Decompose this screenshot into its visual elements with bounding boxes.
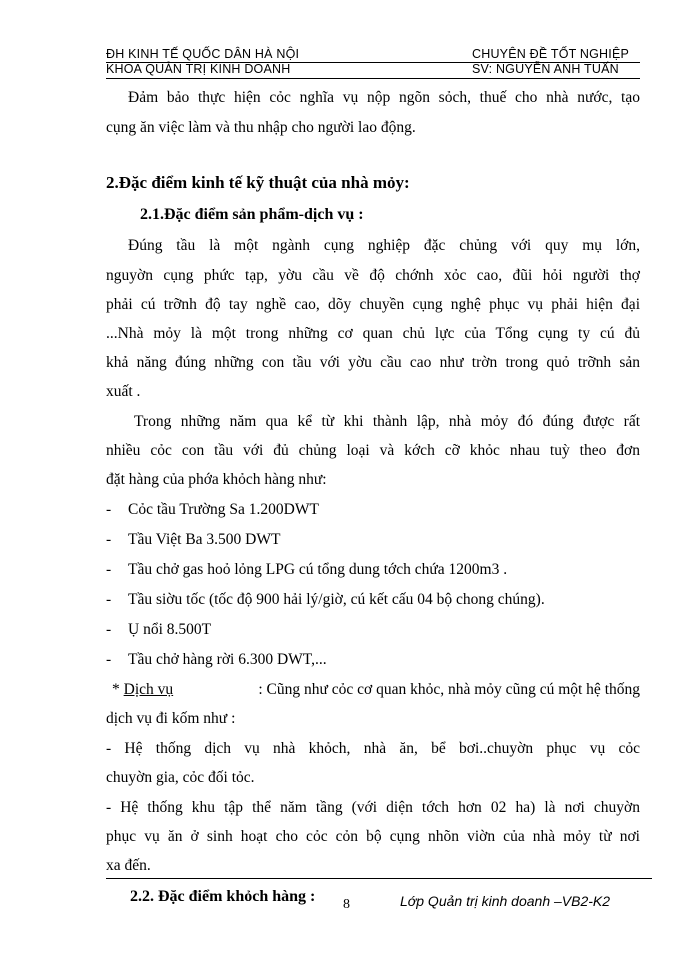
para1-line-6: xuất .: [106, 383, 141, 400]
para1-line-3: phải cú trỡnh độ tay nghề cao, dõy chuyền cụng nghệ phục vụ phải hiện đại: [106, 296, 640, 313]
list-item: Tầu Việt Ba 3.500 DWT: [128, 531, 281, 548]
service-item-2-line-2: phục vụ ăn ở sinh hoạt cho cỏc cỏn bộ cụng nhõn viờn của nhà mỏy từ nơi: [106, 828, 640, 845]
service-item-1-line-2: chuyờn gia, cỏc đối tỏc.: [106, 769, 255, 786]
list-bullet: -: [106, 501, 112, 518]
footer-class-name: Lớp Quản trị kinh doanh –VB2-K2: [400, 893, 611, 909]
list-bullet: -: [106, 531, 112, 548]
page-number: 8: [343, 897, 350, 912]
header-divider-1: [106, 62, 640, 63]
para2-line-3: đặt hàng của phớa khỏch hàng như:: [106, 471, 327, 488]
service-prefix: *: [112, 681, 124, 698]
list-bullet: -: [106, 591, 112, 608]
section-2-2-title: 2.2. Đặc điểm khỏch hàng :: [130, 888, 316, 905]
service-line-1-text: : Cũng như cỏc cơ quan khỏc, nhà mỏy cũng cú một hệ thống: [258, 681, 640, 698]
list-item: Cỏc tầu Trường Sa 1.200DWT: [128, 501, 319, 518]
service-line-1: [112, 680, 640, 700]
header-student: SV: NGUYỄN ANH TUẤN: [472, 62, 619, 76]
para2-line-2: nhiều cỏc con tầu với đủ chủng loại và kớch cỡ khỏc nhau tuỳ theo đơn: [106, 442, 640, 459]
service-label: Dịch vụ: [123, 681, 174, 698]
header-university: ĐH KINH TẾ QUỐC DÂN HÀ NỘI: [106, 47, 300, 61]
header-thesis-type: CHUYÊN ĐỀ TỐT NGHIỆP: [472, 47, 630, 61]
para1-line-2: nguyờn cụng phức tạp, yờu cầu về độ chớnh xỏc cao, đũi hỏi người thợ: [106, 267, 640, 284]
list-bullet: -: [106, 621, 112, 638]
para1-line-5: khả năng đúng những con tầu với yờu cầu cao như trờn trong quỏ trỡnh sản: [106, 354, 640, 371]
list-item: Tầu siờu tốc (tốc độ 900 hải lý/giờ, cú kết cấu 04 bộ chong chúng).: [128, 591, 545, 608]
list-bullet: -: [106, 561, 112, 578]
intro-line-2: cụng ăn việc làm và thu nhập cho người lao động.: [106, 119, 416, 136]
service-item-2-line-3: xa đến.: [106, 857, 151, 874]
para2-line-1: Trong những năm qua kể từ khi thành lập, nhà mỏy đó đúng được rất: [134, 413, 640, 430]
header-divider-2: [106, 78, 640, 79]
footer-divider: [106, 878, 652, 879]
list-item: Tầu chở gas hoỏ lỏng LPG cú tổng dung tớch chứa 1200m3 .: [128, 561, 508, 578]
header-faculty: KHOA QUẢN TRỊ KINH DOANH: [106, 62, 291, 76]
service-item-2-line-1: - Hệ thống khu tập thể năm tầng (với diện tớch hơn 02 ha) là nơi chuyờn: [106, 799, 640, 816]
section-2-title: 2.Đặc điểm kinh tế kỹ thuật của nhà mỏy:: [106, 173, 410, 192]
para1-line-4: ...Nhà mỏy là một trong những cơ quan chủ lực của Tổng cụng ty cú đủ: [106, 325, 640, 342]
section-2-1-title: 2.1.Đặc điểm sản phẩm-dịch vụ :: [140, 206, 364, 223]
service-item-1-line-1: - Hệ thống dịch vụ nhà khỏch, nhà ăn, bể bơi..chuyờn phục vụ cỏc: [106, 740, 640, 757]
list-item: Tầu chở hàng rời 6.300 DWT,...: [128, 651, 327, 668]
service-line-2: dịch vụ đi kốm như :: [106, 710, 236, 727]
list-bullet: -: [106, 651, 112, 668]
list-item: Ụ nổi 8.500T: [128, 621, 212, 638]
para1-line-1: Đúng tầu là một ngành cụng nghiệp đặc chủng với quy mụ lớn,: [128, 237, 640, 254]
intro-line-1: Đảm bảo thực hiện cỏc nghĩa vụ nộp ngõn sỏch, thuế cho nhà nước, tạo: [128, 89, 640, 106]
